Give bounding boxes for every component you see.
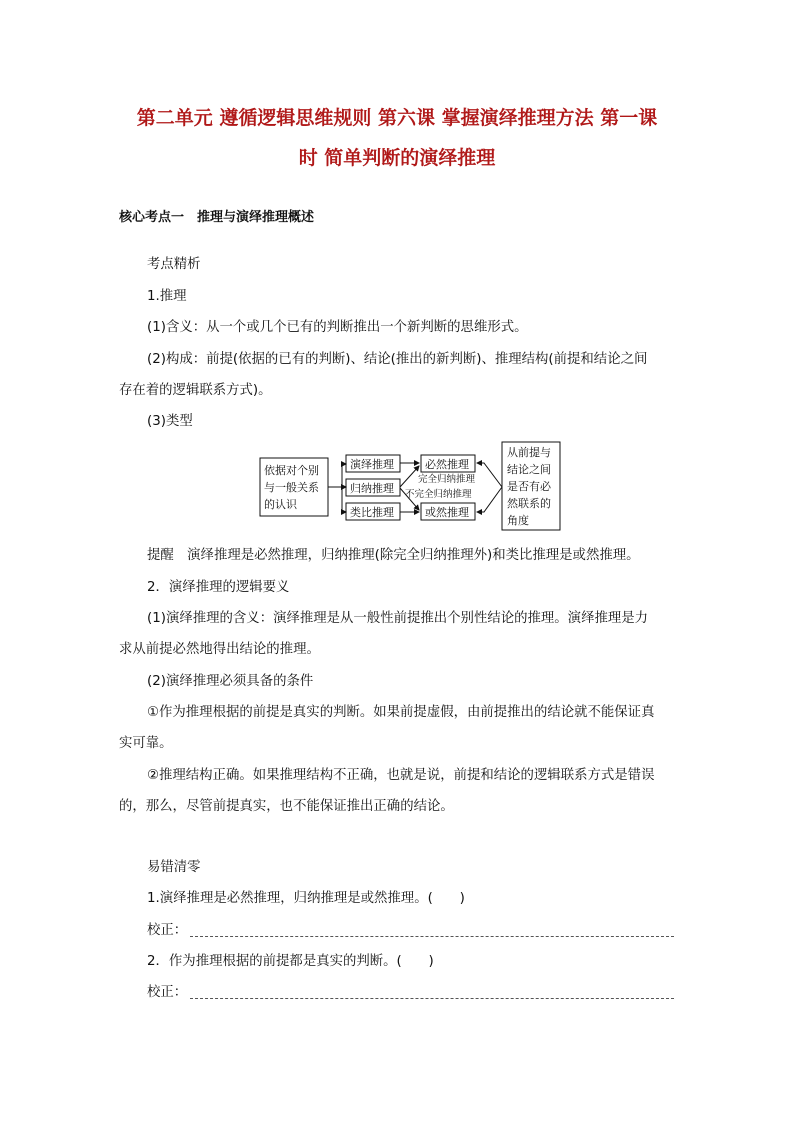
criterion-line-5: 角度 [507, 514, 529, 527]
correction-label-1: 校正： [147, 923, 188, 938]
correction-label-2: 校正： [147, 985, 188, 1000]
probable-label: 或然推理 [425, 506, 469, 519]
arrow-inductive-necessary [400, 466, 419, 487]
deductive-meaning-line2: 求从前提必然地得出结论的推理。 [119, 642, 320, 657]
condition2-line2: 的，那么，尽管前提真实，也不能保证推出正确的结论。 [119, 799, 454, 814]
inference-types-diagram [258, 438, 563, 534]
question-1: 1.演绎推理是必然推理，归纳推理是或然推理。( ) [147, 891, 465, 906]
item1-title: 1.推理 [147, 289, 187, 304]
inference-structure-line2: 存在着的逻辑联系方式)。 [119, 383, 272, 398]
analogy-label: 类比推理 [350, 506, 394, 519]
arrow-criterion-necessary [477, 463, 502, 487]
edge-complete-induction: 完全归纳推理 [418, 474, 476, 485]
correction-blank-2[interactable] [190, 998, 674, 999]
inference-structure-line1: (2)构成：前提(依据的已有的判断)、结论(推出的新判断)、推理结构(前提和结论之间 [147, 352, 648, 367]
condition1-line2: 实可靠。 [119, 736, 173, 751]
basis-line-3: 的认识 [264, 498, 297, 511]
basis-line-1: 依据对个别 [264, 464, 319, 477]
question-2: 2．作为推理根据的前提都是真实的判断。( ) [147, 954, 434, 969]
deductive-meaning-line1: (1)演绎推理的含义：演绎推理是从一般性前提推出个别性结论的推理。演绎推理是力 [147, 611, 649, 626]
basis-line-2: 与一般关系 [264, 481, 319, 494]
edge-incomplete-induction: 不完全归纳推理 [405, 489, 472, 500]
criterion-line-3: 是否有必 [507, 480, 551, 493]
page-title-line-1: 第二单元 遵循逻辑思维规则 第六课 掌握演绎推理方法 第一课 [136, 107, 658, 129]
page-title-line-2: 时 简单判断的演绎推理 [298, 147, 496, 169]
inductive-label: 归纳推理 [350, 482, 394, 495]
subheading-analysis: 考点精析 [147, 257, 201, 272]
condition1-line1: ①作为推理根据的前提是真实的判断。如果前提虚假，由前提推出的结论就不能保证真 [147, 705, 655, 720]
section-heading: 核心考点一 推理与演绎推理概述 [119, 210, 315, 225]
conditions-title: (2)演绎推理必须具备的条件 [147, 674, 314, 689]
inference-meaning: (1)含义：从一个或几个已有的判断推出一个新判断的思维形式。 [147, 320, 528, 335]
arrow-criterion-probable [477, 487, 502, 512]
deductive-label: 演绎推理 [350, 458, 394, 471]
criterion-line-1: 从前提与 [507, 446, 551, 459]
error-clearing-heading: 易错清零 [147, 860, 201, 875]
condition2-line1: ②推理结构正确。如果推理结构不正确，也就是说，前提和结论的逻辑联系方式是错误 [147, 768, 655, 783]
inference-types-label: (3)类型 [147, 414, 193, 429]
criterion-line-4: 然联系的 [507, 497, 551, 510]
criterion-line-2: 结论之间 [507, 463, 551, 476]
tip-text: 提醒 演绎推理是必然推理，归纳推理(除完全归纳推理外)和类比推理是或然推理。 [147, 548, 640, 563]
correction-blank-1[interactable] [190, 936, 674, 937]
necessary-label: 必然推理 [425, 458, 469, 471]
item2-title: 2．演绎推理的逻辑要义 [147, 580, 290, 595]
